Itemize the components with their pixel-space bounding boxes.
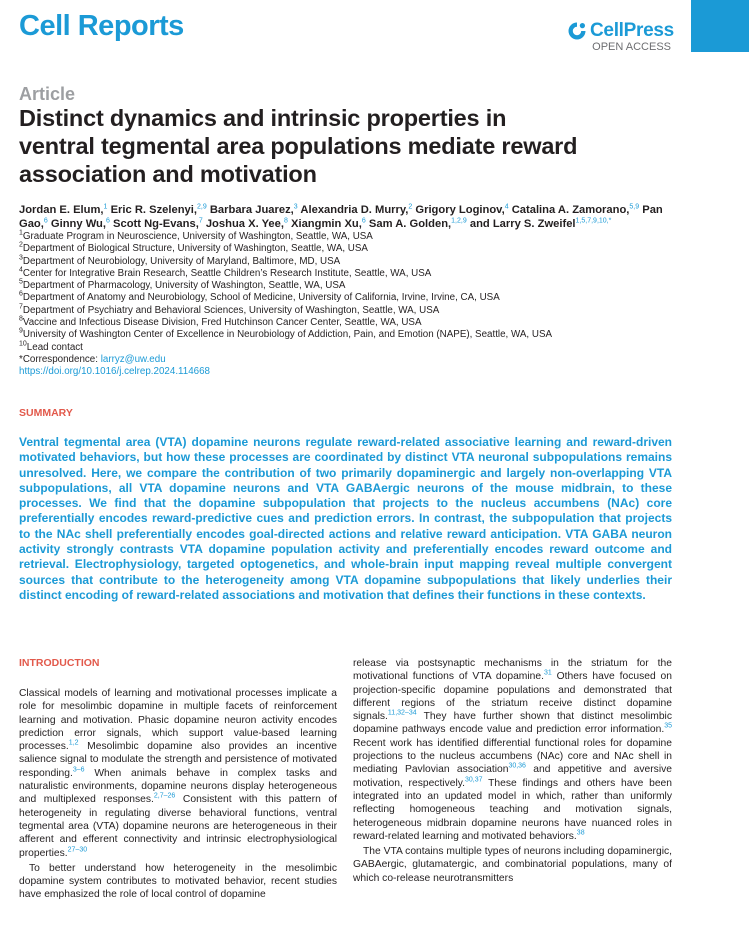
body-column-right bbox=[353, 657, 672, 885]
affiliation-number: 7 bbox=[19, 303, 23, 311]
citation-reference[interactable]: 11,32–34 bbox=[387, 709, 417, 717]
affiliation-list bbox=[19, 231, 679, 354]
affiliation-number: 3 bbox=[19, 254, 23, 262]
author-affiliation-marker[interactable]: 6 bbox=[361, 217, 366, 225]
author-name: Eric R. Szelenyi, bbox=[110, 204, 197, 216]
citation-reference[interactable]: 2,7–26 bbox=[153, 792, 176, 800]
affiliation-text: Lead contact bbox=[26, 341, 83, 353]
affiliation-item bbox=[19, 305, 679, 317]
citation-reference[interactable]: 30,37 bbox=[465, 776, 483, 784]
affiliation-number: 10 bbox=[19, 340, 27, 348]
introduction-heading: INTRODUCTION bbox=[19, 657, 100, 669]
citation-reference[interactable]: 35 bbox=[664, 723, 672, 731]
author-name: Jordan E. Elum, bbox=[19, 204, 104, 216]
author-name: Scott Ng-Evans, bbox=[113, 218, 199, 230]
affiliation-text: Vaccine and Infectious Disease Division, Fred Hutchinson Cancer Center, Seattle, WA, USA bbox=[22, 317, 422, 329]
body-paragraph bbox=[353, 657, 672, 843]
body-text-run: These findings and others have been integrated into an updated model in which, rather than uniformly reflecting homogeneous teaching and motivation signals, heterogeneous midbrain dopamine neurons have nuanced roles in reward-related learning and motivated behaviors. bbox=[353, 777, 672, 842]
doi bbox=[19, 366, 679, 378]
author-name: Ginny Wu, bbox=[50, 218, 106, 230]
body-text-run: Others have focused on projection-specific dopamine populations and demonstrated that different regions of the striatum receive distinct dopamine signals. bbox=[353, 671, 672, 723]
affiliation-number: 8 bbox=[19, 315, 23, 323]
affiliation-item bbox=[19, 256, 679, 268]
affiliation-text: Center for Integrative Brain Research, Seattle Children’s Research Institute, Seattle, WA, USA bbox=[22, 267, 432, 279]
affiliation-item bbox=[19, 243, 679, 255]
author-affiliation-marker[interactable]: 2 bbox=[408, 203, 413, 211]
body-text-run: The VTA contains multiple types of neurons including dopaminergic, GABAergic, glutamatergic, and combinatorial populations, many of which co-release neurotransmitters bbox=[353, 846, 672, 884]
author-name: Sam A. Golden, bbox=[368, 218, 452, 230]
affiliation-item bbox=[19, 342, 679, 354]
affiliation-number: 1 bbox=[19, 229, 23, 237]
author-name: Alexandria D. Murry, bbox=[300, 204, 409, 216]
author-affiliation-marker[interactable]: 5,9 bbox=[629, 203, 640, 211]
author-affiliation-marker[interactable]: 1,2,9 bbox=[451, 217, 467, 225]
author-affiliation-marker[interactable]: 4 bbox=[504, 203, 509, 211]
affiliation-item bbox=[19, 292, 679, 304]
body-paragraph bbox=[353, 845, 672, 885]
body-text-run: Consistent with this pattern of heterogeneity in regulating diverse behavioral functions, ventral tegmental area (VTA) dopamine neurons are heterogeneous in their afferent and efferent connectivity and intrinsic electrophysiological properties. bbox=[19, 794, 338, 859]
affiliation-item bbox=[19, 268, 679, 280]
citation-reference[interactable]: 31 bbox=[543, 669, 552, 677]
author-affiliation-marker[interactable]: 2,9 bbox=[197, 203, 207, 211]
summary-heading: SUMMARY bbox=[19, 407, 73, 419]
citation-reference[interactable]: 1,2 bbox=[68, 739, 79, 747]
correspondence-email[interactable]: larryz@uw.edu bbox=[100, 353, 166, 365]
affiliation-text: Department of Psychiatry and Behavioral Sciences, University of Washington, Seattle, WA, USA bbox=[22, 304, 440, 316]
affiliation-text: University of Washington Center of Excellence in Neurobiology of Addiction, Pain, and Emotion (NAPE), Seattle, WA, USA bbox=[22, 329, 553, 341]
author-name: Xiangmin Xu, bbox=[291, 218, 362, 230]
body-text-run: and appetitive and aversive motivation, respectively. bbox=[353, 764, 672, 789]
affiliation-text: Department of Biological Structure, University of Washington, Seattle, WA, USA bbox=[22, 243, 368, 255]
publisher-logo bbox=[567, 20, 677, 42]
affiliation-text: Department of Neurobiology, University of Maryland, Baltimore, MD, USA bbox=[22, 255, 341, 267]
body-text-run: Recent work has identified differential functional roles for dopamine projections to the nucleus accumbens (NAc) core and NAc shell in mediating Pavlovian association bbox=[353, 737, 672, 776]
corner-tab bbox=[691, 0, 749, 52]
author-name: Joshua X. Yee, bbox=[205, 218, 284, 230]
author-list bbox=[19, 203, 679, 231]
affiliation-number: 9 bbox=[19, 328, 23, 336]
affiliations bbox=[19, 231, 679, 379]
open-access-label: OPEN ACCESS bbox=[592, 41, 671, 53]
author-name: and Larry S. Zweifel bbox=[469, 218, 576, 230]
article-type: Article bbox=[19, 84, 76, 104]
author-affiliation-marker[interactable]: 6 bbox=[106, 217, 110, 225]
body-paragraph bbox=[19, 862, 337, 902]
citation-reference[interactable]: 3–6 bbox=[72, 766, 85, 774]
cellpress-logo-icon bbox=[567, 21, 587, 41]
affiliation-item bbox=[19, 329, 679, 341]
affiliation-item bbox=[19, 317, 679, 329]
doi-link[interactable]: https://doi.org/10.1016/j.celrep.2024.114668 bbox=[19, 366, 211, 378]
body-text-run: Mesolimbic dopamine also provides an incentive salience signal to modulate the strength and persistence of motivated responding. bbox=[19, 741, 337, 779]
author-name: Catalina A. Zamorano, bbox=[511, 204, 630, 216]
affiliation-number: 4 bbox=[19, 266, 23, 274]
author-name: Pan Gao, bbox=[19, 204, 663, 230]
citation-reference[interactable]: 38 bbox=[576, 829, 585, 837]
author-affiliation-marker[interactable]: 1 bbox=[103, 203, 108, 211]
affiliation-item bbox=[19, 280, 679, 292]
publisher-name: CellPress bbox=[590, 20, 674, 41]
correspondence-label: *Correspondence: bbox=[19, 353, 101, 365]
citation-reference[interactable]: 27–30 bbox=[67, 846, 88, 854]
summary-text: Ventral tegmental area (VTA) dopamine neurons regulate reward-related associative learning and reward-driven motivated behaviors, but how these processes are coordinated by distinct VTA neuronal subpopulations remains unresolved. Here, we compare the contribution of two primarily dopaminergic and largely non-overlapping VTA subpopulations, all VTA dopamine neurons and VTA GABAergic neurons of the mouse midbrain, to these processes. We find that the dopamine subpopulation that projects to the nucleus accumbens (NAc) core preferentially encodes reward-predictive cues and prediction errors. In contrast, the subpopulation that projects to the NAc shell preferentially encodes goal-directed actions and relative reward anticipation. VTA GABA neuron activity strongly contrasts VTA dopamine population activity and preferentially encodes reward outcome and retrieval. Electrophysiology, targeted optogenetics, and whole-brain input mapping reveal multiple convergent sources that contribute to the heterogeneity among VTA dopamine subpopulations that likely underlies their distinct encoding of reward-related associations and motivation that defines their functions in these contexts. bbox=[19, 435, 672, 602]
body-text-run: They have further shown that distinct mesolimbic dopamine pathways encode value and prediction error information. bbox=[353, 711, 672, 736]
author-affiliation-marker[interactable]: 3 bbox=[293, 203, 298, 211]
correspondence bbox=[19, 354, 679, 366]
affiliation-text: Graduate Program in Neuroscience, University of Washington, Seattle, WA, USA bbox=[22, 231, 373, 242]
author-affiliation-marker[interactable]: 7 bbox=[198, 217, 203, 225]
body-text-run: To better understand how heterogeneity in the mesolimbic dopamine system contributes to motivated behavior, recent studies have emphasized the role of local control of dopamine bbox=[19, 862, 337, 901]
body-paragraph bbox=[19, 687, 337, 860]
publisher-badge[interactable] bbox=[567, 20, 677, 53]
author-affiliation-marker[interactable]: 6 bbox=[43, 217, 48, 225]
article-title: Distinct dynamics and intrinsic properties in ventral tegmental area populations mediate reward association and motivation bbox=[19, 105, 578, 187]
author-name: Barbara Juarez, bbox=[209, 204, 294, 216]
body-text-run: Classical models of learning and motivational processes implicate a role for mesolimbic dopamine in multiple facets of reinforcement learning and motivation. Phasic dopamine neuron activity encodes prediction error signals, which support value-based learning processes. bbox=[19, 688, 337, 753]
affiliation-number: 6 bbox=[19, 291, 23, 299]
affiliation-number: 5 bbox=[19, 278, 23, 286]
affiliation-number: 2 bbox=[19, 242, 23, 250]
body-column-left bbox=[19, 687, 337, 902]
affiliation-text: Department of Anatomy and Neurobiology, School of Medicine, University of California, Irvine, Irvine, CA, USA bbox=[22, 292, 500, 304]
body-text-run: release via postsynaptic mechanisms in the striatum for the motivational functions of VTA dopamine. bbox=[353, 658, 672, 683]
author-affiliation-marker[interactable]: 1,5,7,9,10,* bbox=[575, 217, 612, 225]
journal-name: Cell Reports bbox=[19, 10, 184, 42]
affiliation-item bbox=[19, 231, 679, 243]
body-text-run: When animals behave in complex tasks and naturalistic environments, dopamine neurons display heterogeneous and multiplexed responses. bbox=[19, 767, 337, 806]
author-affiliation-marker[interactable]: 8 bbox=[283, 217, 288, 225]
citation-reference[interactable]: 30,36 bbox=[508, 762, 526, 770]
author-name: Grigory Loginov, bbox=[415, 204, 505, 216]
affiliation-text: Department of Pharmacology, University of Washington, Seattle, WA, USA bbox=[22, 280, 346, 292]
